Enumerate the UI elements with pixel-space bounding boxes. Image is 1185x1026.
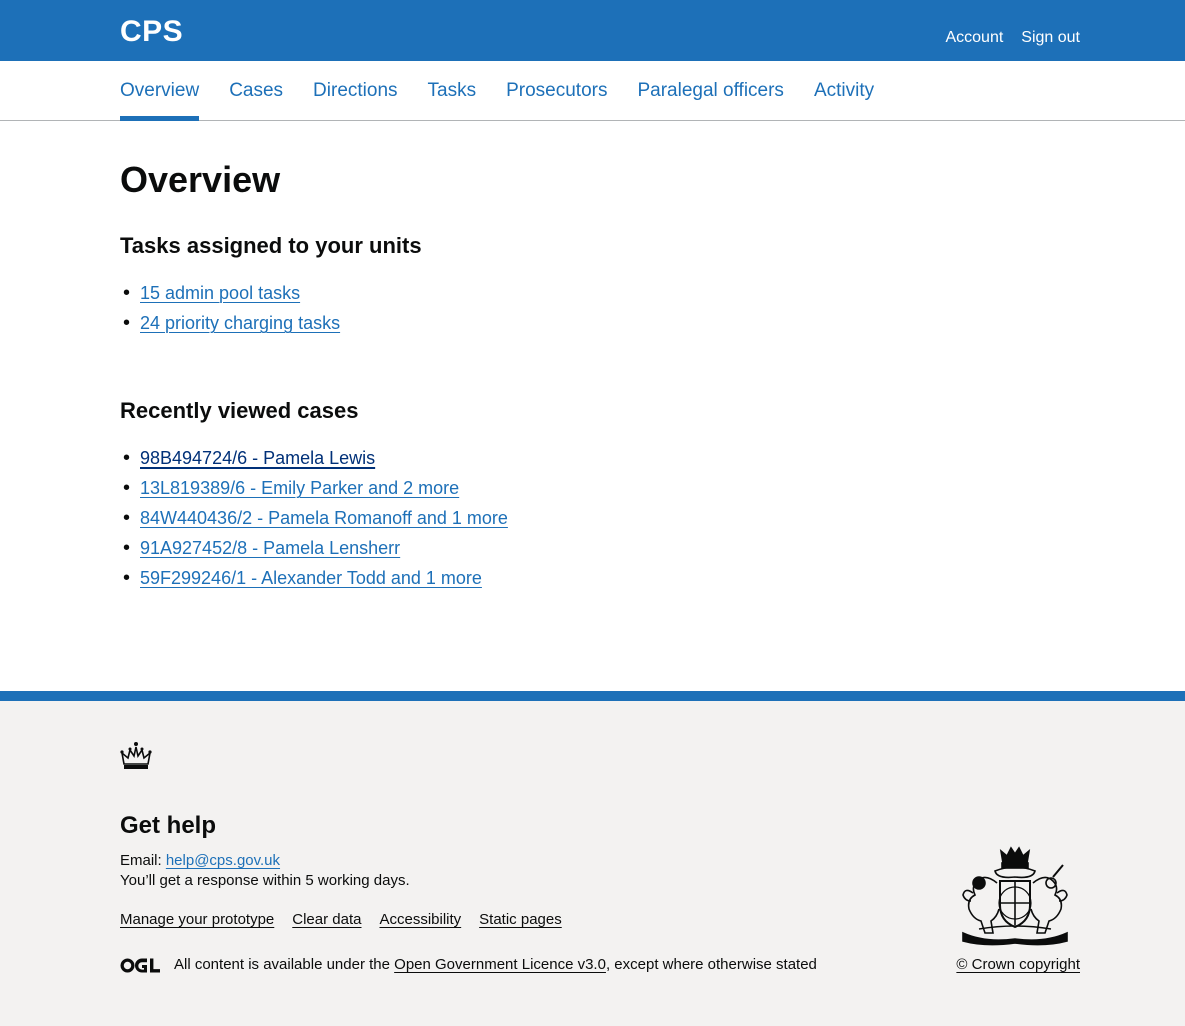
email-label: Email: — [120, 852, 166, 869]
site-footer — [0, 691, 1185, 1026]
list-item — [120, 308, 340, 338]
nav-item-paralegal-officers — [637, 61, 783, 121]
footer-links — [120, 910, 562, 930]
accessibility-link[interactable]: Accessibility — [379, 911, 462, 928]
open-government-licence-link[interactable]: Open Government Licence v3.0 — [394, 956, 606, 973]
list-item — [120, 473, 508, 503]
recent-case-link[interactable]: 59F299246/1 - Alexander Todd and 1 more — [140, 568, 482, 588]
clear-data-link[interactable]: Clear data — [292, 911, 362, 928]
licence-statement — [120, 955, 817, 975]
sign-out-link[interactable]: Sign out — [1021, 29, 1080, 46]
recent-case-link[interactable]: 91A927452/8 - Pamela Lensherr — [140, 538, 401, 558]
nav-item-directions — [313, 61, 397, 121]
nav-link-overview[interactable]: Overview — [120, 80, 200, 101]
nav-link-paralegal-officers[interactable]: Paralegal officers — [637, 80, 784, 101]
list-item — [120, 278, 340, 308]
recent-cases-list — [120, 443, 508, 593]
list-item — [120, 503, 508, 533]
recently-viewed-heading: Recently viewed cases — [120, 398, 359, 423]
list-item — [120, 533, 508, 563]
crown-copyright — [956, 955, 1080, 975]
ogl-logo-icon — [120, 957, 162, 974]
help-email-link[interactable]: help@cps.gov.uk — [165, 852, 281, 869]
licence-suffix: , except where otherwise stated — [605, 956, 817, 973]
response-time-text: You’ll get a response within 5 working days. — [120, 872, 410, 889]
nav-item-activity — [814, 61, 874, 121]
account-link[interactable]: Account — [945, 29, 1004, 46]
list-item — [120, 443, 508, 473]
recent-case-link[interactable]: 13L819389/6 - Emily Parker and 2 more — [140, 478, 460, 498]
header-account-nav — [945, 28, 1080, 48]
crown-copyright-link[interactable]: © Crown copyright — [956, 956, 1080, 973]
brand-logo-link[interactable]: CPS — [120, 15, 184, 48]
recent-case-link[interactable]: 84W440436/2 - Pamela Romanoff and 1 more — [140, 508, 508, 528]
nav-link-tasks[interactable]: Tasks — [427, 80, 477, 101]
royal-coat-of-arms-icon — [955, 843, 1075, 947]
priority-charging-tasks-link[interactable]: 24 priority charging tasks — [140, 313, 341, 333]
licence-prefix: All content is available under the — [174, 956, 390, 973]
list-item — [120, 563, 508, 593]
site-header — [0, 0, 1185, 61]
admin-pool-tasks-link[interactable]: 15 admin pool tasks — [140, 283, 301, 303]
tasks-list — [120, 278, 340, 338]
recent-case-link[interactable]: 98B494724/6 - Pamela Lewis — [140, 448, 376, 468]
nav-item-prosecutors — [506, 61, 607, 121]
nav-link-prosecutors[interactable]: Prosecutors — [506, 80, 608, 101]
nav-link-directions[interactable]: Directions — [313, 80, 398, 101]
tasks-heading: Tasks assigned to your units — [120, 233, 422, 258]
primary-navigation — [0, 61, 1185, 121]
static-pages-link[interactable]: Static pages — [479, 911, 562, 928]
nav-item-overview — [120, 61, 199, 121]
get-help-heading: Get help — [120, 812, 217, 839]
nav-link-cases[interactable]: Cases — [229, 80, 284, 101]
manage-prototype-link[interactable]: Manage your prototype — [120, 911, 275, 928]
nav-item-cases — [229, 61, 283, 121]
page-title: Overview — [120, 159, 281, 200]
crown-icon — [120, 741, 152, 771]
help-contact — [120, 851, 410, 891]
nav-item-tasks — [428, 61, 477, 121]
nav-link-activity[interactable]: Activity — [813, 80, 875, 101]
